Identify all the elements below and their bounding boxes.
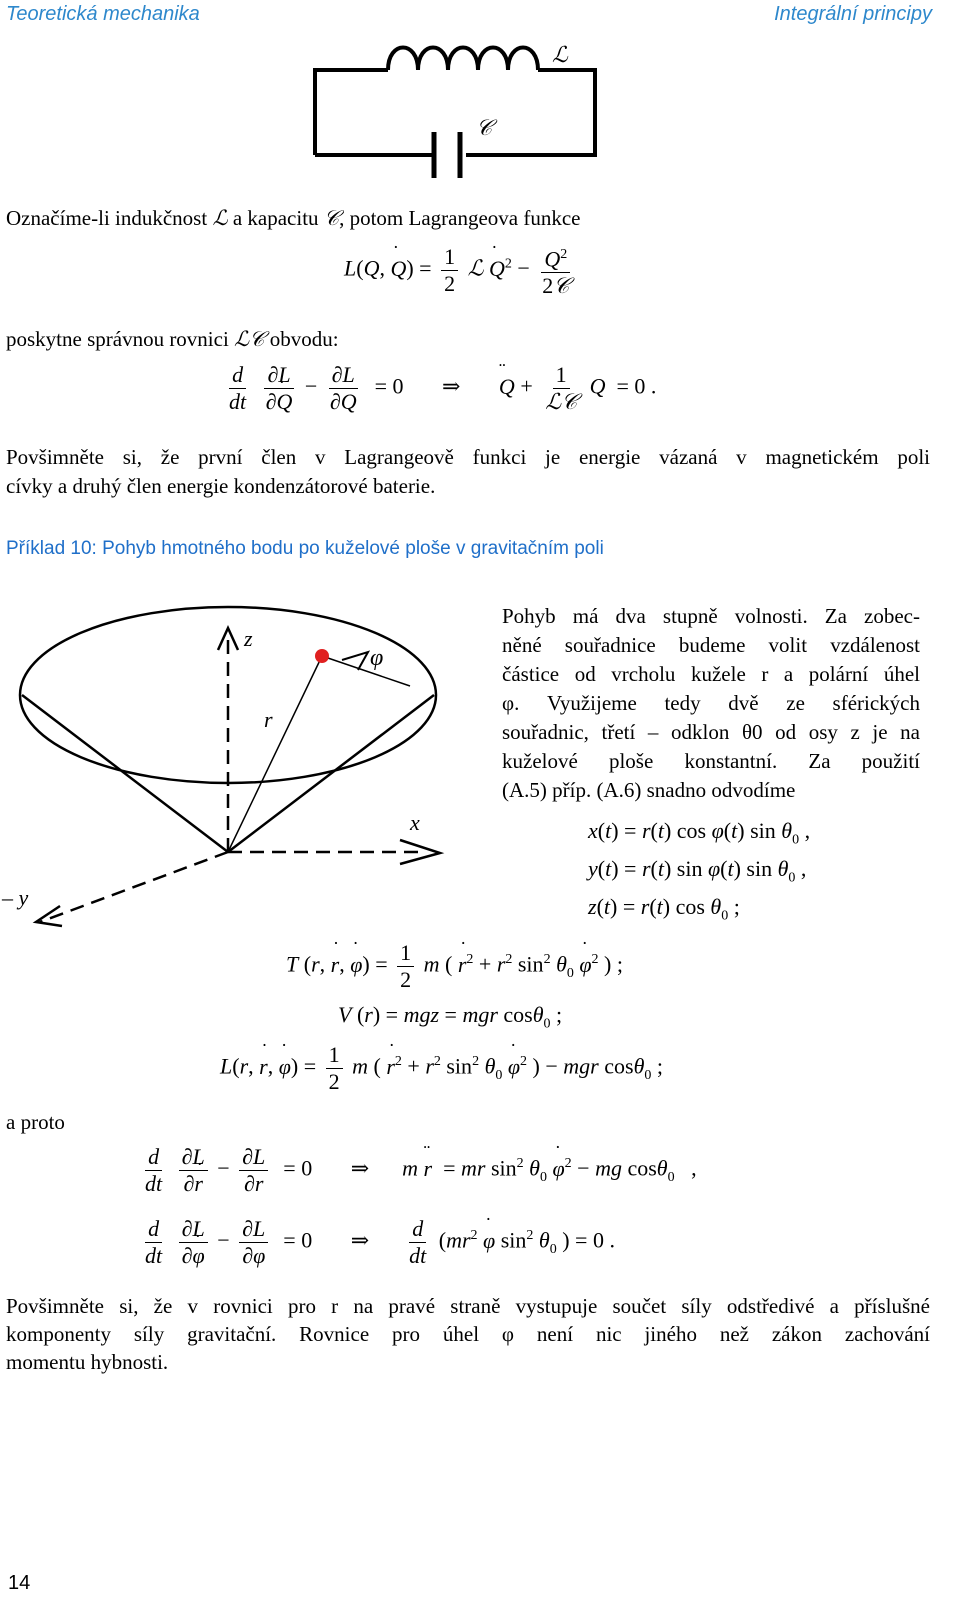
side-line: (A.5) příp. (A.6) snadno odvodíme xyxy=(502,778,796,802)
side-line: něné souřadnice budeme volit vzdálenost xyxy=(502,633,920,657)
lc-circuit-diagram xyxy=(300,40,620,190)
equation-x: x(t) = r(t) cos φ(t) $\sin \theta_0$ , xyxy=(588,818,811,848)
equation-motion-phi: $\frac{d}{dt}$ $\frac{\partial L}{\partial\varphi}$ ˙ − $\frac{\partial L}{\partial\varphi}$ = 0 ⇒ $\frac{d}{dt}$ ($mr^2$ φ ˙ $\sin^2 \theta_0$ ) = 0 . xyxy=(138,1216,615,1269)
equation-lagrangian: L(r, r ˙, φ ˙) = $\frac{1}{2}$ m ( r ˙$^2$ + $r^2$ $\sin^2 \theta_0$ φ ˙$^2$ ) − mgr cosθ$_0$ ; xyxy=(220,1042,663,1095)
side-line: souřadnic, třetí – odklon θ0 od osy z je na xyxy=(502,720,920,744)
header-right: Integrální principy xyxy=(774,3,932,25)
paragraph-1: Označíme-li indukčnost ℒ a kapacitu 𝒞, potom Lagrangeova funkce xyxy=(6,206,581,230)
equation-lc-lagrangian: L(Q, Q ˙) = $\frac{1}{2}$ ℒ Q ˙$^2$ − $\frac{Q^2}{\text{2𝒞}}$ xyxy=(344,242,576,299)
inductor-label: ℒ xyxy=(552,42,568,67)
paragraph-3-line-1: Povšimněte si, že první člen v Lagrangeově funkci je energie vázaná v magnetickém poli xyxy=(6,445,930,469)
equation-y: y(t) = r(t) sin φ(t) $\sin \theta_0$ , xyxy=(588,856,807,886)
cone-diagram xyxy=(0,590,460,930)
side-paragraph xyxy=(502,602,920,805)
label-phi: φ xyxy=(370,645,384,671)
capacitor-label: 𝒞 xyxy=(476,115,493,140)
side-line: částice od vrcholu kužele r a polární úhel xyxy=(502,662,920,686)
text-a-proto: a proto xyxy=(6,1110,65,1134)
equation-kinetic-energy: T (r, r ˙, φ ˙) = $\frac{1}{2}$ m ( r ˙$^2$ + $r^2$ $\sin^2 \theta_0$ φ ˙$^2$ ) ; xyxy=(286,940,623,993)
equation-lc-motion: $\frac{d}{dt}$ $\frac{\partial L}{\partial Q}$ ˙ − $\frac{\partial L}{\partial Q}$ = 0 ⇒ Q ¨ + $\frac{1}{\text{ℒ𝒞}}$ Q = 0 . xyxy=(222,362,656,415)
page-number: 14 xyxy=(8,1572,31,1594)
equation-z: z(t) = r(t) $\cos \theta_0$ ; xyxy=(588,894,740,924)
axis-label-z: z xyxy=(244,626,253,651)
final-paragraph-line-1: Povšimněte si, že v rovnici pro r na pravé straně vystupuje součet síly odstředivé a příslušné xyxy=(6,1294,930,1318)
paragraph-3-line-2: cívky a druhý člen energie kondenzátorové baterie. xyxy=(6,474,436,498)
particle-point xyxy=(315,649,329,663)
equation-motion-r: $\frac{d}{dt}$ $\frac{\partial L}{\partial r}$ ˙ − $\frac{\partial L}{\partial r}$ = 0 ⇒ m r ¨ = mr $\sin^2 \theta_0$ φ ˙$^2$ − mg cosθ$_0$ , xyxy=(138,1144,697,1197)
header-left: Teoretická mechanika xyxy=(6,3,200,25)
example-heading: Příklad 10: Pohyb hmotného bodu po kuželové ploše v gravitačním poli xyxy=(6,538,604,559)
axis-label-x: x xyxy=(410,810,420,835)
final-paragraph-line-2: komponenty síly gravitační. Rovnice pro úhel φ není nic jiného než zákon zachování xyxy=(6,1322,930,1346)
final-paragraph-line-3: momentu hybnosti. xyxy=(6,1350,169,1374)
side-line: kuželové ploše konstantní. Za použití xyxy=(502,749,920,773)
side-line: φ. Využijeme tedy dvě ze sférických xyxy=(502,691,920,715)
axis-label-minus-y: – y xyxy=(2,885,29,910)
side-line: Pohyb má dva stupně volnosti. Za zobec- xyxy=(502,604,920,628)
equation-potential-energy: V (r) = mgz = mgr cosθ$_0$ ; xyxy=(338,1002,563,1032)
paragraph-2: poskytne správnou rovnici ℒ𝒞 obvodu: xyxy=(6,327,339,351)
label-r: r xyxy=(264,707,273,732)
